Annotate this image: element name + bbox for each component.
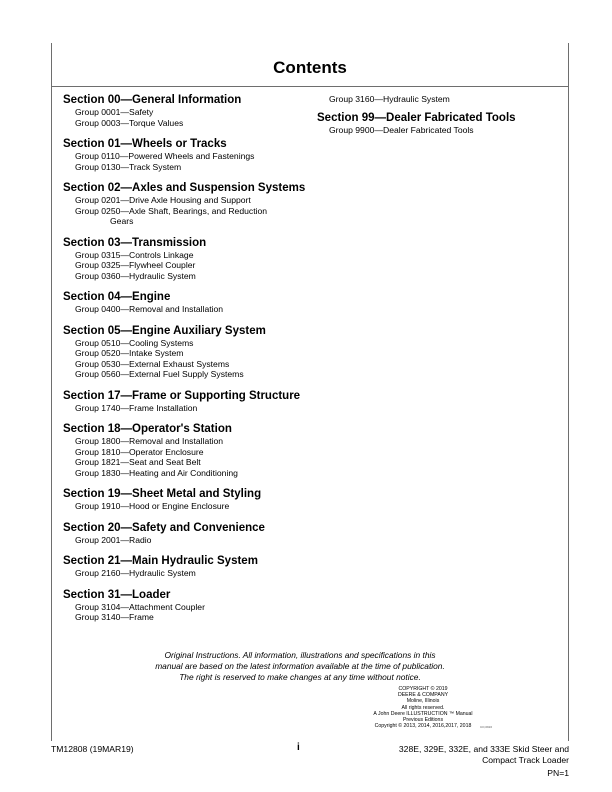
toc-section	[63, 237, 313, 282]
model-title-line: 328E, 329E, 332E, and 333E Skid Steer and	[398, 744, 569, 754]
toc-group-continuation[interactable]: Gears	[110, 216, 134, 226]
toc-group[interactable]: Group 3140—Frame	[75, 612, 154, 622]
toc-group[interactable]: Group 0325—Flywheel Coupler	[75, 260, 196, 270]
copyright-line: All rights reserved.	[401, 704, 445, 711]
copyright-line: A John Deere ILLUSTRUCTION ™ Manual	[373, 710, 473, 717]
copyright-line: Moline, Illinois	[406, 698, 440, 705]
toc-section-title[interactable]: Section 19—Sheet Metal and Styling	[63, 488, 262, 500]
page-title: Contents	[273, 58, 347, 77]
toc-section-title[interactable]: Section 20—Safety and Convenience	[63, 521, 265, 534]
toc-group[interactable]: Group 1800—Removal and Installation	[75, 436, 224, 446]
toc-group[interactable]: Group 9900—Dealer Fabricated Tools	[329, 124, 474, 135]
toc-group[interactable]: Group 0003—Torque Values	[75, 117, 184, 128]
contents-left-column	[63, 94, 313, 633]
toc-section	[63, 94, 313, 128]
toc-group[interactable]: Group 0510—Cooling Systems	[75, 337, 194, 348]
contents-right-column	[317, 94, 557, 145]
toc-section	[63, 291, 313, 315]
toc-section-title[interactable]: Section 00—General Information	[63, 94, 242, 106]
toc-section-title[interactable]: Section 31—Loader	[63, 588, 171, 601]
toc-section	[63, 138, 313, 172]
toc-group[interactable]: Group 0400—Removal and Installation	[75, 304, 224, 314]
toc-group[interactable]: Group 1810—Operator Enclosure	[75, 446, 204, 457]
notice-line: Original Instructions. All information, illustrations and specifications in this	[164, 650, 436, 660]
toc-section-title[interactable]: Section 21—Main Hydraulic System	[63, 555, 258, 567]
document-id: TM12808 (19MAR19)	[51, 744, 134, 754]
original-instructions-notice	[120, 650, 480, 684]
toc-group[interactable]: Group 2160—Hydraulic System	[75, 568, 196, 578]
toc-group[interactable]: Group 1740—Frame Installation	[75, 402, 198, 413]
toc-group[interactable]: Group 3104—Attachment Coupler	[75, 601, 205, 612]
toc-section	[63, 390, 313, 414]
toc-section	[63, 589, 313, 623]
toc-section	[63, 325, 313, 380]
toc-section	[63, 522, 313, 546]
toc-group[interactable]: Group 0250—Axle Shaft, Bearings, and Reduction	[75, 205, 268, 216]
toc-group[interactable]: Group 0130—Track System	[75, 161, 182, 172]
copyright-line: Copyright © 2013, 2014, 2016,2017, 2018	[374, 723, 472, 730]
toc-group[interactable]: Group 0530—External Exhaust Systems	[75, 358, 230, 369]
toc-group[interactable]: Group 1910—Hood or Engine Enclosure	[75, 501, 230, 511]
copyright-code: CO,0916	[480, 725, 493, 729]
toc-group[interactable]: Group 1830—Heating and Air Conditioning	[75, 467, 238, 478]
toc-section-title[interactable]: Section 17—Frame or Supporting Structure	[63, 389, 301, 402]
toc-section-title[interactable]: Section 18—Operator's Station	[63, 423, 232, 435]
toc-group[interactable]: Group 0110—Powered Wheels and Fastenings	[75, 151, 255, 161]
copyright-line: Previous Editions	[402, 717, 444, 724]
toc-group[interactable]: Group 0201—Drive Axle Housing and Support	[75, 195, 251, 205]
toc-section	[63, 555, 313, 579]
model-title	[368, 744, 569, 765]
toc-group[interactable]: Group 0315—Controls Linkage	[75, 249, 194, 260]
toc-group[interactable]: Group 0560—External Fuel Supply Systems	[75, 369, 244, 379]
toc-section-title[interactable]: Section 04—Engine	[63, 291, 171, 303]
toc-section	[317, 112, 557, 136]
toc-group[interactable]: Group 0001—Safety	[75, 107, 154, 117]
copyright-line: COPYRIGHT © 2019	[398, 686, 448, 692]
toc-section-title[interactable]: Section 03—Transmission	[63, 236, 207, 249]
toc-section	[63, 182, 313, 227]
toc-section-title[interactable]: Section 99—Dealer Fabricated Tools	[317, 111, 516, 124]
notice-line: manual are based on the latest information available at the time of publication.	[155, 661, 445, 672]
toc-group[interactable]: Group 0520—Intake System	[75, 348, 184, 358]
toc-section-title[interactable]: Section 05—Engine Auxiliary System	[63, 324, 266, 337]
toc-section-title[interactable]: Section 02—Axles and Suspension Systems	[63, 182, 306, 194]
toc-section-title[interactable]: Section 01—Wheels or Tracks	[63, 138, 227, 150]
page-number: i	[297, 742, 300, 753]
pn-label: PN=1	[547, 768, 569, 778]
toc-group[interactable]: Group 3160—Hydraulic System	[329, 94, 450, 104]
toc-section	[63, 488, 313, 512]
toc-group[interactable]: Group 1821—Seat and Seat Belt	[75, 457, 201, 467]
toc-group[interactable]: Group 2001—Radio	[75, 534, 152, 545]
copyright-line: DEERE & COMPANY	[397, 692, 449, 699]
model-title-line: Compact Track Loader	[482, 754, 569, 765]
copyright-block	[368, 686, 493, 730]
toc-section	[63, 423, 313, 478]
notice-line: The right is reserved to make changes at any time without notice.	[179, 672, 421, 683]
toc-group[interactable]: Group 0360—Hydraulic System	[75, 270, 196, 281]
